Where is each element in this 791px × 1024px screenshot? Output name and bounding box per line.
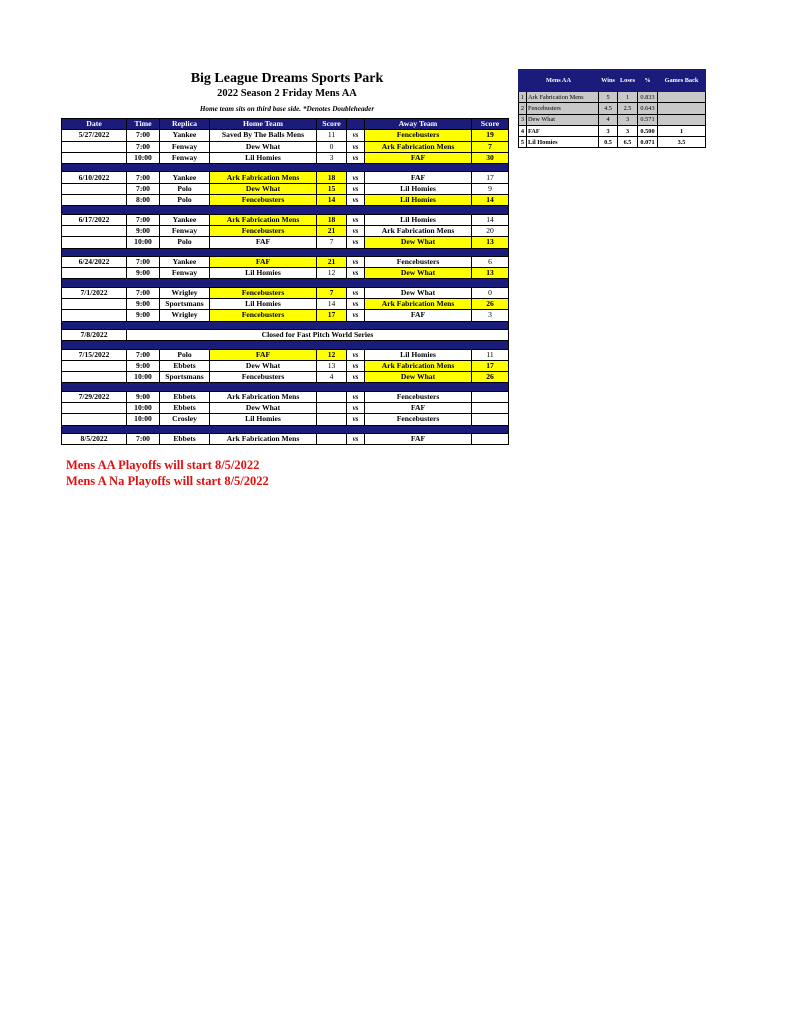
standings-pct: 0.500 [638, 125, 658, 136]
away-team: Fencebusters [365, 391, 472, 402]
vs-label: vs [347, 391, 365, 402]
standings-loses: 2.5 [618, 103, 638, 114]
standings-rank: 4 [519, 125, 527, 136]
away-score: 13 [472, 268, 509, 279]
game-date: 8/5/2022 [62, 433, 127, 444]
game-row [62, 183, 509, 194]
home-score [317, 391, 347, 402]
away-team: Lil Homies [365, 195, 472, 206]
vs-label: vs [347, 214, 365, 225]
schedule-header-row [62, 119, 509, 130]
game-row [62, 287, 509, 298]
away-score: 17 [472, 360, 509, 371]
away-team: FAF [365, 152, 472, 163]
game-time: 9:00 [127, 299, 160, 310]
vs-label: vs [347, 152, 365, 163]
standings-loses: 3 [618, 114, 638, 125]
game-row [62, 195, 509, 206]
vs-label: vs [347, 183, 365, 194]
home-team: Fencebusters [210, 310, 317, 321]
game-time: 8:00 [127, 195, 160, 206]
standings-row [519, 125, 706, 136]
week-separator [62, 425, 509, 433]
game-row [62, 360, 509, 371]
standings-rank: 3 [519, 114, 527, 125]
game-time: 10:00 [127, 403, 160, 414]
col-replica: Replica [160, 119, 210, 130]
standings-pct: 0.571 [638, 114, 658, 125]
home-team: Dew What [210, 183, 317, 194]
vs-label: vs [347, 225, 365, 236]
game-field: Polo [160, 183, 210, 194]
home-team-note: Home team sits on third base side. *Denotes Doubleheader [199, 105, 375, 113]
separator-cell [62, 321, 509, 329]
home-score: 13 [317, 360, 347, 371]
away-team: Lil Homies [365, 214, 472, 225]
standings-pct: 0.071 [638, 137, 658, 148]
separator-cell [62, 248, 509, 256]
away-score: 3 [472, 310, 509, 321]
standings-games-back [658, 114, 706, 125]
standings-games-back [658, 92, 706, 103]
standings-row [519, 92, 706, 103]
home-team: Dew What [210, 141, 317, 152]
standings-team: Ark Fabrication Mens [527, 92, 599, 103]
game-row [62, 237, 509, 248]
game-field: Sportsmans [160, 372, 210, 383]
game-field: Polo [160, 349, 210, 360]
game-time: 9:00 [127, 268, 160, 279]
home-team: Ark Fabrication Mens [210, 391, 317, 402]
home-score: 18 [317, 172, 347, 183]
away-team: Dew What [365, 287, 472, 298]
game-date [62, 403, 127, 414]
away-score: 11 [472, 349, 509, 360]
notice-row [62, 329, 509, 340]
standings-games-back [658, 103, 706, 114]
game-field: Ebbets [160, 403, 210, 414]
away-score [472, 414, 509, 425]
week-separator [62, 279, 509, 287]
away-score: 30 [472, 152, 509, 163]
away-score: 20 [472, 225, 509, 236]
away-team: Fencebusters [365, 256, 472, 267]
game-date [62, 372, 127, 383]
away-team: FAF [365, 433, 472, 444]
standings-pct: 0.833 [638, 92, 658, 103]
away-team: FAF [365, 172, 472, 183]
away-team: Ark Fabrication Mens [365, 141, 472, 152]
vs-label: vs [347, 433, 365, 444]
game-time: 10:00 [127, 372, 160, 383]
home-team: Fencebusters [210, 225, 317, 236]
separator-cell [62, 341, 509, 349]
home-team: Lil Homies [210, 152, 317, 163]
standings-table [518, 69, 706, 148]
home-score: 21 [317, 225, 347, 236]
game-field: Wrigley [160, 310, 210, 321]
standings-team: Fencebusters [527, 103, 599, 114]
home-team: Lil Homies [210, 268, 317, 279]
standings-team: Lil Homies [527, 137, 599, 148]
game-field: Fenway [160, 268, 210, 279]
playoffs-notice-a: Mens A Na Playoffs will start 8/5/2022 [66, 474, 269, 488]
game-row [62, 403, 509, 414]
game-date [62, 310, 127, 321]
game-date [62, 183, 127, 194]
vs-label: vs [347, 268, 365, 279]
away-score [472, 391, 509, 402]
week-separator [62, 248, 509, 256]
away-score: 13 [472, 237, 509, 248]
away-team: FAF [365, 403, 472, 414]
game-time: 7:00 [127, 183, 160, 194]
game-field: Ebbets [160, 360, 210, 371]
home-score [317, 414, 347, 425]
schedule-table [61, 118, 509, 445]
home-score: 12 [317, 349, 347, 360]
vs-label: vs [347, 360, 365, 371]
page-subtitle: 2022 Season 2 Friday Mens AA [217, 88, 357, 99]
home-team: Dew What [210, 360, 317, 371]
vs-label: vs [347, 310, 365, 321]
standings-wins: 3 [599, 125, 618, 136]
game-row [62, 256, 509, 267]
game-field: Polo [160, 237, 210, 248]
week-separator [62, 321, 509, 329]
vs-label: vs [347, 403, 365, 414]
vs-label: vs [347, 299, 365, 310]
away-score: 26 [472, 372, 509, 383]
standings-col-games-back: Games Back [658, 70, 706, 92]
away-team: Ark Fabrication Mens [365, 299, 472, 310]
game-field: Yankee [160, 130, 210, 141]
game-time: 7:00 [127, 172, 160, 183]
game-date: 7/8/2022 [62, 329, 127, 340]
game-date: 6/10/2022 [62, 172, 127, 183]
standings-loses: 6.5 [618, 137, 638, 148]
home-team: Fencebusters [210, 195, 317, 206]
vs-label: vs [347, 256, 365, 267]
game-field: Yankee [160, 256, 210, 267]
page-title: Big League Dreams Sports Park [190, 71, 384, 86]
game-time: 9:00 [127, 310, 160, 321]
home-score: 11 [317, 130, 347, 141]
game-row [62, 433, 509, 444]
standings-wins: 5 [599, 92, 618, 103]
home-score: 18 [317, 214, 347, 225]
vs-label: vs [347, 287, 365, 298]
home-score: 7 [317, 287, 347, 298]
game-time: 9:00 [127, 391, 160, 402]
game-row [62, 141, 509, 152]
game-row [62, 391, 509, 402]
home-team: FAF [210, 349, 317, 360]
game-field: Sportsmans [160, 299, 210, 310]
game-date [62, 152, 127, 163]
game-time: 7:00 [127, 433, 160, 444]
standings-loses: 1 [618, 92, 638, 103]
game-date: 6/17/2022 [62, 214, 127, 225]
game-time: 10:00 [127, 152, 160, 163]
home-team: Dew What [210, 403, 317, 414]
game-time: 9:00 [127, 360, 160, 371]
game-field: Crosley [160, 414, 210, 425]
game-date: 7/1/2022 [62, 287, 127, 298]
game-field: Yankee [160, 214, 210, 225]
away-score: 26 [472, 299, 509, 310]
home-score: 14 [317, 299, 347, 310]
game-row [62, 299, 509, 310]
playoffs-notice-aa: Mens AA Playoffs will start 8/5/2022 [66, 458, 260, 472]
home-team: Ark Fabrication Mens [210, 214, 317, 225]
col-date: Date [62, 119, 127, 130]
vs-label: vs [347, 141, 365, 152]
home-team: FAF [210, 237, 317, 248]
game-date: 6/24/2022 [62, 256, 127, 267]
col-home-score: Score [317, 119, 347, 130]
vs-label: vs [347, 237, 365, 248]
home-score: 4 [317, 372, 347, 383]
home-score [317, 403, 347, 414]
week-separator [62, 341, 509, 349]
home-score: 3 [317, 152, 347, 163]
col-time: Time [127, 119, 160, 130]
game-date: 5/27/2022 [62, 130, 127, 141]
away-score: 0 [472, 287, 509, 298]
away-score: 17 [472, 172, 509, 183]
away-team: Fencebusters [365, 414, 472, 425]
home-score: 0 [317, 141, 347, 152]
standings-loses: 3 [618, 125, 638, 136]
separator-cell [62, 164, 509, 172]
game-time: 10:00 [127, 414, 160, 425]
game-field: Polo [160, 195, 210, 206]
away-score: 14 [472, 214, 509, 225]
standings-body [519, 92, 706, 148]
away-score: 14 [472, 195, 509, 206]
away-score: 6 [472, 256, 509, 267]
game-date [62, 225, 127, 236]
standings-rank: 5 [519, 137, 527, 148]
away-team: Lil Homies [365, 183, 472, 194]
game-time: 7:00 [127, 256, 160, 267]
game-field: Fenway [160, 141, 210, 152]
game-date [62, 299, 127, 310]
away-team: Ark Fabrication Mens [365, 360, 472, 371]
col-vs [347, 119, 365, 130]
home-score: 7 [317, 237, 347, 248]
away-team: Ark Fabrication Mens [365, 225, 472, 236]
away-score: 9 [472, 183, 509, 194]
away-team: Dew What [365, 372, 472, 383]
standings-row [519, 114, 706, 125]
game-field: Wrigley [160, 287, 210, 298]
game-date [62, 360, 127, 371]
game-row [62, 172, 509, 183]
home-team: Lil Homies [210, 299, 317, 310]
home-team: Saved By The Balls Mens [210, 130, 317, 141]
game-row [62, 349, 509, 360]
home-team: Ark Fabrication Mens [210, 172, 317, 183]
game-row [62, 130, 509, 141]
game-row [62, 414, 509, 425]
game-field: Yankee [160, 172, 210, 183]
game-row [62, 225, 509, 236]
separator-cell [62, 279, 509, 287]
notice-text: Closed for Fast Pitch World Series [127, 329, 509, 340]
vs-label: vs [347, 130, 365, 141]
home-team: Fencebusters [210, 372, 317, 383]
game-date: 7/29/2022 [62, 391, 127, 402]
game-date: 7/15/2022 [62, 349, 127, 360]
game-field: Fenway [160, 225, 210, 236]
game-date [62, 268, 127, 279]
standings-header-row [519, 70, 706, 92]
game-time: 7:00 [127, 287, 160, 298]
home-team: Fencebusters [210, 287, 317, 298]
standings-row [519, 137, 706, 148]
away-team: Lil Homies [365, 349, 472, 360]
vs-label: vs [347, 172, 365, 183]
separator-cell [62, 425, 509, 433]
away-score: 19 [472, 130, 509, 141]
home-team: Lil Homies [210, 414, 317, 425]
schedule-body [62, 130, 509, 445]
home-team: FAF [210, 256, 317, 267]
game-row [62, 310, 509, 321]
away-team: FAF [365, 310, 472, 321]
game-time: 7:00 [127, 141, 160, 152]
home-score [317, 433, 347, 444]
game-date [62, 237, 127, 248]
col-away-team: Away Team [365, 119, 472, 130]
week-separator [62, 383, 509, 391]
game-time: 7:00 [127, 349, 160, 360]
game-date [62, 141, 127, 152]
game-field: Ebbets [160, 391, 210, 402]
home-team: Ark Fabrication Mens [210, 433, 317, 444]
home-score: 14 [317, 195, 347, 206]
away-score [472, 403, 509, 414]
standings-wins: 0.5 [599, 137, 618, 148]
home-score: 21 [317, 256, 347, 267]
standings-row [519, 103, 706, 114]
vs-label: vs [347, 372, 365, 383]
standings-col-pct: % [638, 70, 658, 92]
game-row [62, 268, 509, 279]
standings-team: FAF [527, 125, 599, 136]
week-separator [62, 164, 509, 172]
away-team: Fencebusters [365, 130, 472, 141]
game-field: Fenway [160, 152, 210, 163]
game-date [62, 414, 127, 425]
game-row [62, 152, 509, 163]
away-score: 7 [472, 141, 509, 152]
vs-label: vs [347, 414, 365, 425]
col-away-score: Score [472, 119, 509, 130]
vs-label: vs [347, 349, 365, 360]
standings-rank: 1 [519, 92, 527, 103]
game-row [62, 214, 509, 225]
week-separator [62, 206, 509, 214]
standings-games-back: 1 [658, 125, 706, 136]
standings-team: Dew What [527, 114, 599, 125]
game-time: 7:00 [127, 214, 160, 225]
game-row [62, 372, 509, 383]
away-score [472, 433, 509, 444]
standings-wins: 4.5 [599, 103, 618, 114]
standings-pct: 0.643 [638, 103, 658, 114]
standings-col-division: Mens AA [519, 70, 599, 92]
standings-wins: 4 [599, 114, 618, 125]
standings-col-loses: Loses [618, 70, 638, 92]
home-score: 15 [317, 183, 347, 194]
game-time: 9:00 [127, 225, 160, 236]
game-time: 7:00 [127, 130, 160, 141]
home-score: 12 [317, 268, 347, 279]
standings-rank: 2 [519, 103, 527, 114]
separator-cell [62, 206, 509, 214]
game-date [62, 195, 127, 206]
away-team: Dew What [365, 237, 472, 248]
separator-cell [62, 383, 509, 391]
standings-col-wins: Wins [599, 70, 618, 92]
vs-label: vs [347, 195, 365, 206]
away-team: Dew What [365, 268, 472, 279]
game-field: Ebbets [160, 433, 210, 444]
standings-games-back: 3.5 [658, 137, 706, 148]
home-score: 17 [317, 310, 347, 321]
game-time: 10:00 [127, 237, 160, 248]
col-home-team: Home Team [210, 119, 317, 130]
